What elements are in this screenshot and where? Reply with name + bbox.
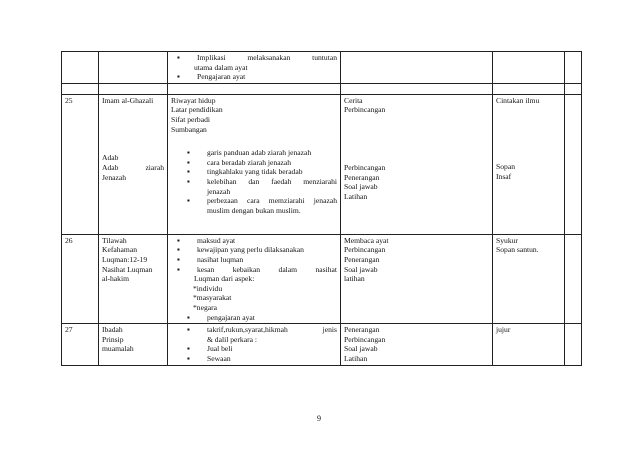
method-cell: Penerangan Perbincangan Soal jawab Latihan (341, 324, 493, 365)
lesson-plan-table (61, 51, 582, 366)
row-number: 27 (62, 324, 99, 365)
page-number: 9 (317, 414, 321, 423)
method-cell: Membaca ayat Perbincangan Penerangan Soal jawab latihan (341, 234, 493, 323)
table-row (62, 52, 582, 84)
list-item: ▪ cara beradab ziarah jenazah (171, 158, 337, 168)
list-item: ▪ kelebihan dan faedah menziarahi (171, 177, 337, 187)
content-cell: ▪ takrif,rukun,syarat,hikmah jenis & dalil perkara : ▪ Jual beli ▪ Sewaan (168, 324, 341, 365)
method-cell: Cerita Perbincangan Perbincangan Penerangan Soal jawab Latihan (341, 94, 493, 234)
row-number: 25 (62, 94, 99, 234)
list-item: ▪ pengajaran ayat (171, 313, 337, 323)
content-cell: ▪ maksud ayat ▪ kewajipan yang perlu dilaksanakan ▪ nasihat luqman ▪ kesan kebaikan dalam nasihat Luqman dari aspek: *individu *masyarakat *negara ▪ pengajaran ayat (168, 234, 341, 323)
list-item: ▪ takrif,rukun,syarat,hikmah jenis (171, 325, 337, 335)
list-item: ▪ maksud ayat (171, 236, 337, 246)
list-item: ▪ Sewaan (171, 354, 337, 364)
content-cell (168, 52, 341, 84)
list-item: ▪ tingkahlaku yang tidak beradab (171, 167, 337, 177)
list-item: ▪ kesan kebaikan dalam nasihat (171, 265, 337, 275)
table-row (62, 234, 582, 323)
list-item: ▪ perbezaan cara memziarahi jenazah (171, 196, 337, 206)
spacer-row (62, 83, 582, 94)
topic-cell: Imam al-Ghazali Adab Adab ziarah Jenazah (99, 94, 168, 234)
topic-cell: Tilawah Kefahaman Luqman:12-19 Nasihat Luqman al-hakim (99, 234, 168, 323)
list-item: ▪ Jual beli (171, 344, 337, 354)
table-row (62, 324, 582, 365)
value-cell: Syukur Sopan santun. (493, 234, 565, 323)
row-number: 26 (62, 234, 99, 323)
list-item: ▪ Implikasi melaksanakan tuntutan (171, 53, 337, 63)
value-cell: jujur (493, 324, 565, 365)
list-item: ▪ Pengajaran ayat (171, 72, 337, 82)
topic-cell: Ibadah Prinsip muamalah (99, 324, 168, 365)
table-row (62, 94, 582, 234)
value-cell: Cintakan ilmu Sopan Insaf (493, 94, 565, 234)
list-item-continued: utama dalam ayat (194, 62, 248, 72)
list-item: ▪ nasihat luqman (171, 255, 337, 265)
list-item: ▪ garis panduan adab ziarah jenazah (171, 148, 337, 158)
content-cell: Riwayat hidup Latar pendidikan Sifat perbadi Sumbangan ▪ garis panduan adab ziarah jenazah ▪ cara beradab ziarah jenazah ▪ tingkahlaku yang tidak beradab ▪ kelebihan dan faedah menziarahi jenazah ▪ perbezaan cara memziarahi jenazah muslim dengan bukan muslim. (168, 94, 341, 234)
list-item: ▪ kewajipan yang perlu dilaksanakan (171, 245, 337, 255)
